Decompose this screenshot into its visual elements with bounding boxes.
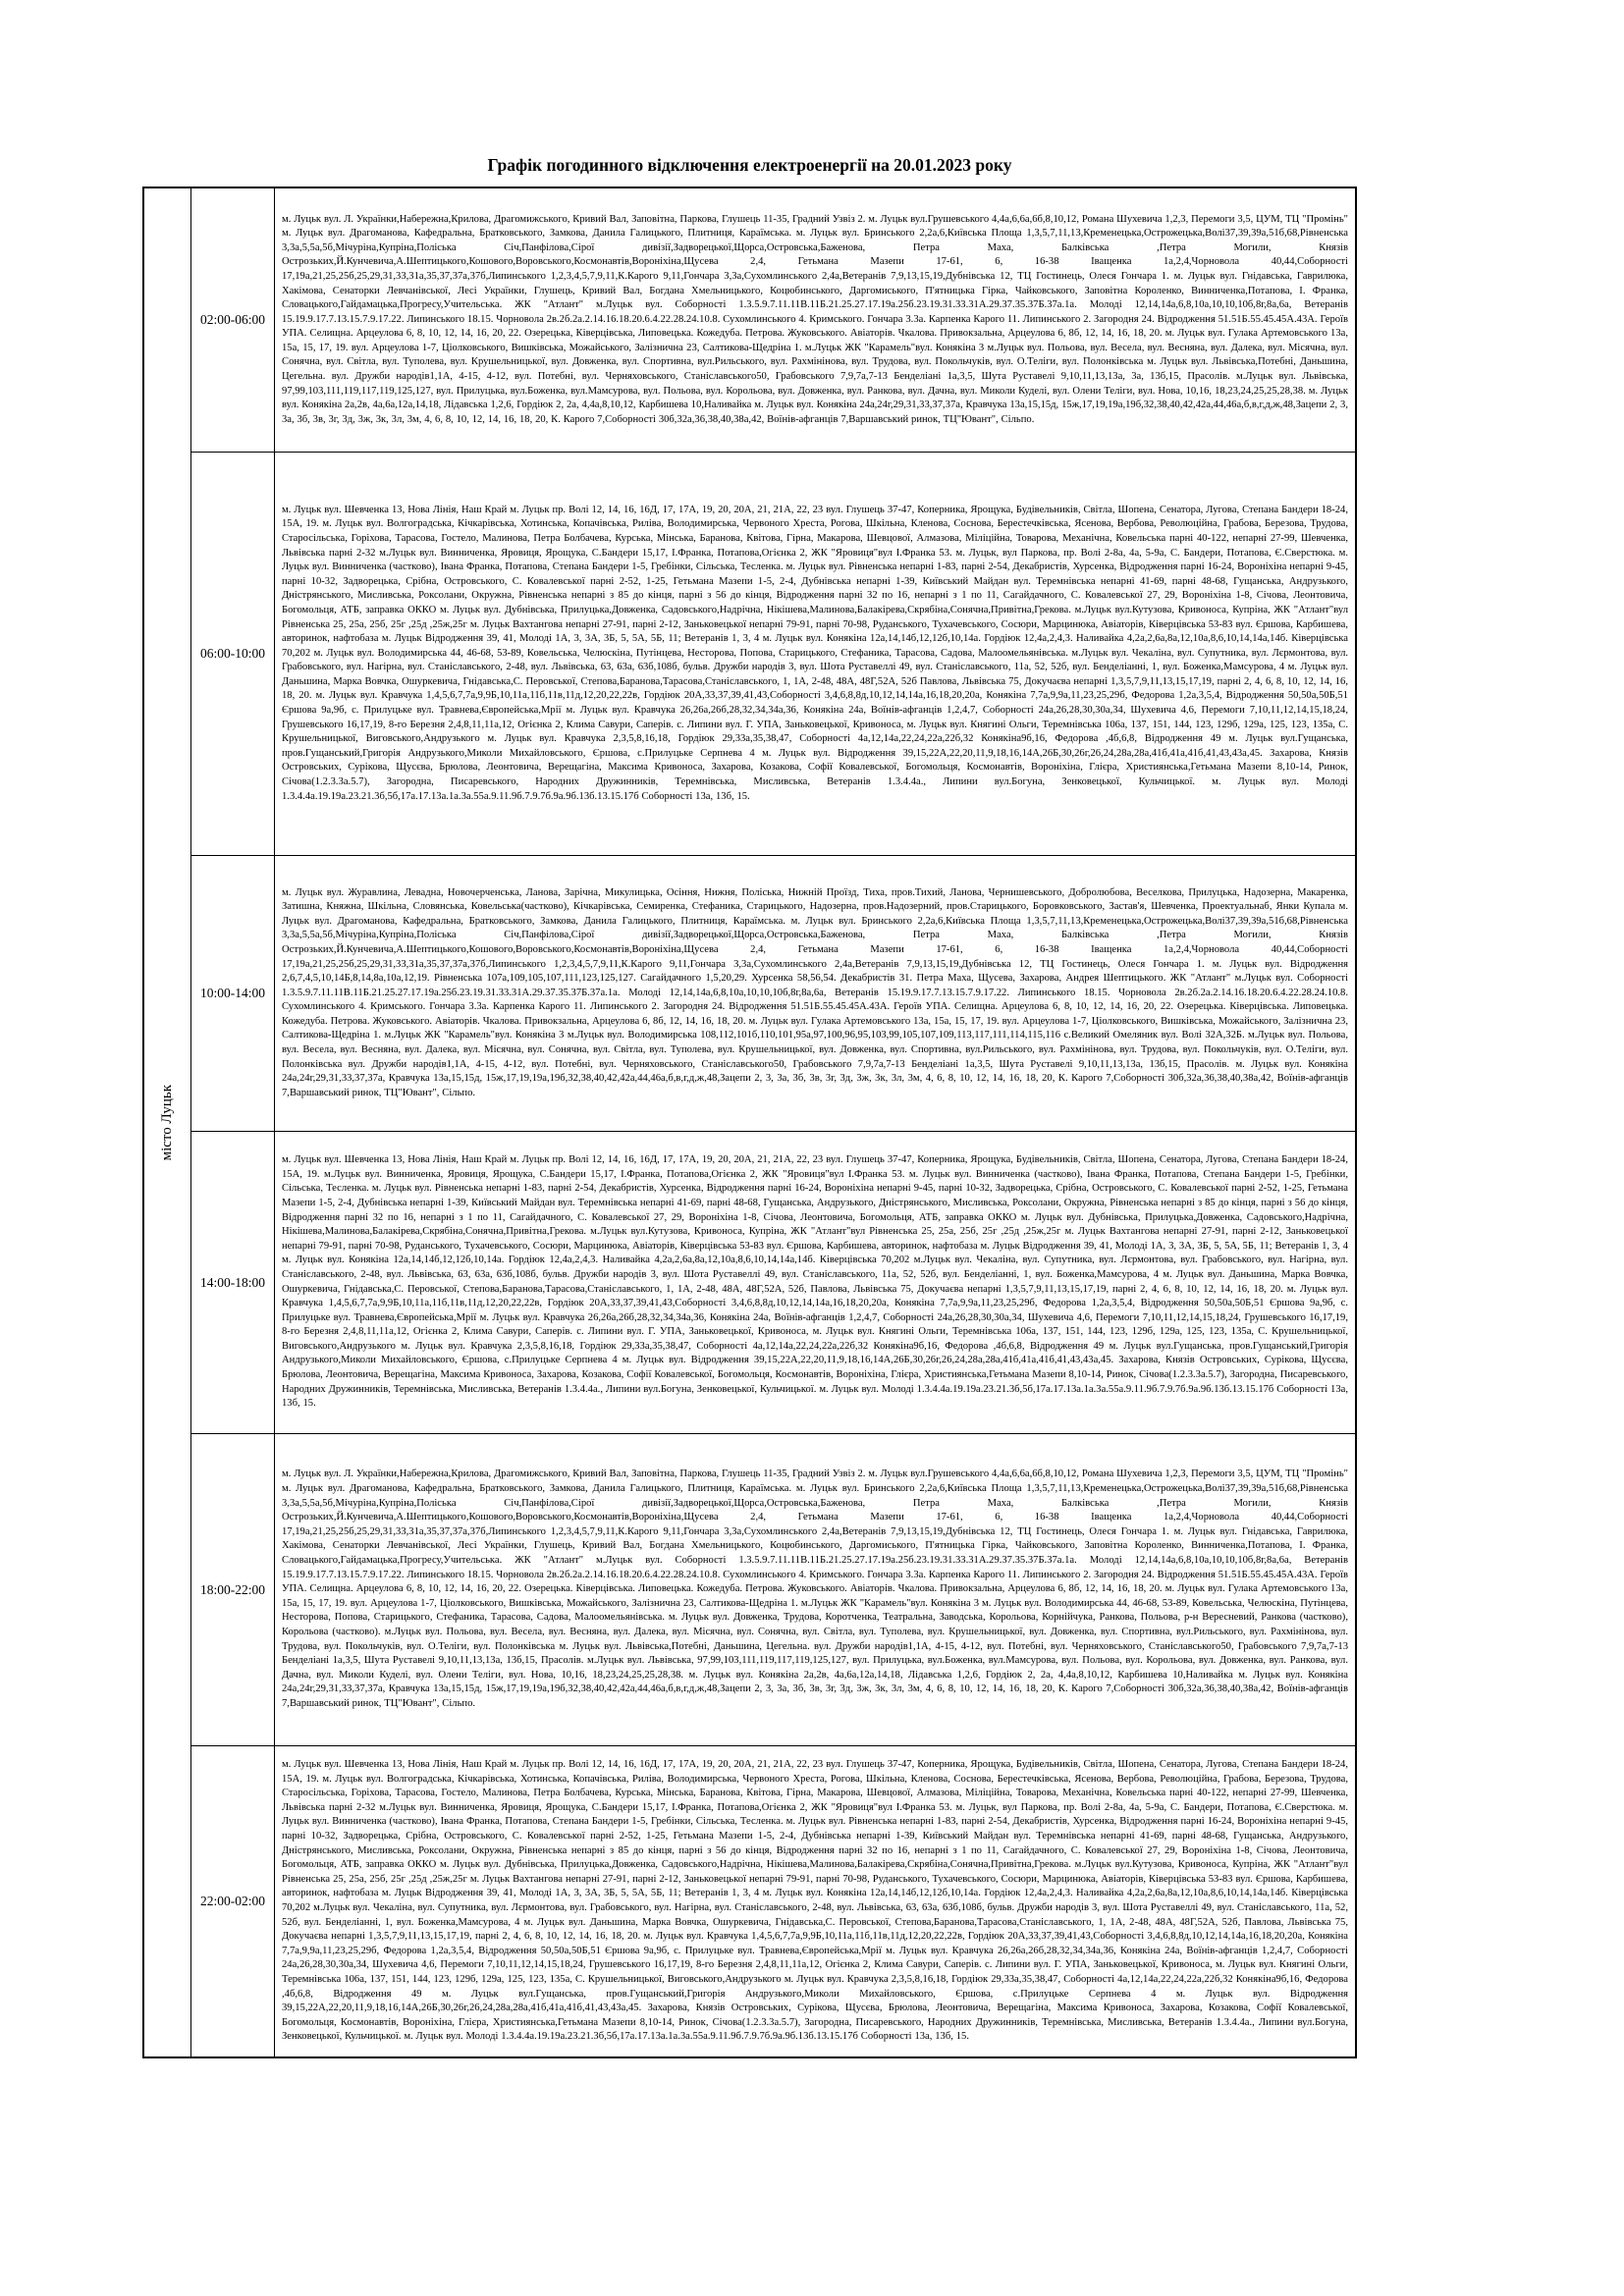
page-title: Графік погодинного відключення електроенергії на 20.01.2023 року: [487, 155, 1012, 175]
addresses-text: м. Луцьк вул. Журавлина, Левадна, Новочерченська, Ланова, Зарічна, Микулицька, Осіння, Нижня, Поліська, Нижній Проїзд, Тиха, пров.Тихий, Ланова, Чернишевського, Добролюбова, Веселкова, Прилуцька, Надозерна, Макаренка, Затишна, Княжна, Шкільна, Словянська, Ковельська(частково), Кічкарівська, Семиренка, Стефаника, Старицького, Надозерна, пров.Надозерний, пров.Старицького, Боровковського, Застав'я, Шевченка, Проектуальнаб, Янки Купала м. Луцьк вул. Драгоманова, Кафедральна, Братковського, Замкова, Данила Галицького, Плитниця, Караїмська. м. Луцьк вул. Бринського 2,2а,6,Київська Площа 1,3,5,7,11,13,Кременецька,Острожецька,Волі37,39,39а,51б,68,Рівненська 3,3а,5,5а,5б,Мічуріна,Купріна,Поліська Січ,Панфілова,Сірої дивізії,Задворецької,Щорса,Островська,Баженова, Петра Маха, Балківська ,Петра Могили, Князів Острозьких,Й.Кунчевича,А.Шептицького,Кошового,Воровського,Космонавтів,Вороніхіна,Щусева 2,4, Гетьмана Мазепи 17-61, 6, 16-38 Іващенка 1а,2,4,Чорновола 40,44,Соборності 17,19а,21,25,25б,25,29,31,33,31а,35,37,37а,37б,Липинського 1,2,3,4,5,7,9,11,К.Карого 9,11,Гончара 3,3а,Сухомлинського 2,4а,Ветеранів 7,9,13,15,19,Дубнівська 12, ТЦ Гостинець, Олеся Гончара 1. м. Луцьк вул. Відродження 2,6,7,4,5,10,14Б,8,14,8а,10а,12,19. Рівненська 107а,109,105,107,111,123,125,127. Сагайдачного 1,5,20,29. Хурсенка 58,56,54. Декабристів 31. Петра Маха, Щусева, Захарова, Андрея Шептицького. ЖК "Атлант" м.Луцьк вул. Соборності 1.3.5.9.7.11.11В.11Б.21.25.27.17.19а.25б.23.19.31.33.31А.29.37.35.37Б.37а.1а. Молоді 12,14,14а,6,8,10а,10,10,10б,8г,8а,6а, Ветеранів 15.19.9.17.7.13.15.7.9.17.22. Липинського 18.15. Чорновола 2в.2б.2а.2.14.16.18.20.6.4.22.28.24.10.8. Сухомлинського 4. Кримського. Гончара 3.3а. Карпенка Карого 11. Липинського 2. Загородня 24. Відродження 51.51Б.55.45.45А.43А. Героїв УПА. Селищна. Арцеулова 6, 8, 10, 12, 14, 16, 20, 22. Озерецька. Ківерцівська. Липовецька. Кожедуба. Петрова. Жуковського. Авіаторів. Чкалова. Привокзальна, Арцеулова 6, 8б, 12, 14, 16, 18, 20. м. Луцьк вул. Гулака Артемовського 13а, 15а, 15, 17, 19. вул. Арцеулова 1-7, Ціолковського, Вишківська, Можайського, Залізнична 23, Салтикова-Щедріна 1. м.Луцьк ЖК "Карамель"вул. Конякіна 3 м.Луцьк вул. Володимирська 108,112,101б,110,101,95а,97,100,96,95,103,99,105,107,109,113,117,111,114,115,116 с.Великий Омеляник вул. Волі 32А,32Б. м.Луцьк вул. Польова, вул. Весела, вул. Весняна, вул. Далека, вул. Місячна, вул. Сонячна, вул. Світла, вул. Туполева, вул. Крушельницької, вул. Довженка, вул. Спортивна, вул.Рильського, вул. Рахмінінова, вул. Трудова, вул. Покольчуків, вул. О.Теліги, вул. Полонківська вул. Дружби народів1,1А, 4-15, 4-12, вул. Потебні, вул. Черняховського, Станіславського50, Грабовського 7,9,7а,7-13 Бенделіані 1а,3,5, Шута Руставелі 9,10,11,13,13а, 13б,15, Прасолів. м. Луцьк вул. Конякіна 24а,24г,29,31,33,37,37а, Кравчука 13а,15,15д, 15ж,17,19,19а,19б,32,38,40,42,42а,44,46а,б,в,г,д,ж,48,Зацепи 2, 3, 3а, 3б, 3в, 3г, 3д, 3ж, 3к, 3л, 3м, 4, 6, 8, 10, 12, 14, 16, 18, 20, К. Карого 7,Соборності 30б,32а,36,38,40,38а,42, Воїнів-афганців 7,Варшавський ринок, ТЦ"Ювант", Сільпо.: [282, 886, 1348, 1098]
table-row: [275, 453, 1355, 856]
table-row: [275, 188, 1355, 453]
city-label: місто Луцьк: [159, 1084, 175, 1161]
table-row: [275, 1132, 1355, 1434]
time-slot-10-14: 10:00-14:00: [191, 856, 275, 1132]
table-row: [275, 1746, 1355, 2056]
city-column: [144, 188, 191, 2056]
time-slot-02-06: 02:00-06:00: [191, 188, 275, 453]
addresses-text: м. Луцьк вул. Л. Українки,Набережна,Крилова, Драгомижського, Кривий Вал, Заповітна, Паркова, Глушець 11-35, Градний Узвіз 2. м. Луцьк вул.Грушевського 4,4а,6,6а,6б,8,10,12, Романа Шухевича 1,2,3, Перемоги 3,5, ЦУМ, ТЦ "Промінь" м. Луцьк вул. Драгоманова, Кафедральна, Братковського, Замкова, Данила Галицького, Плитниця, Караїмська. м. Луцьк вул. Бринського 2,2а,6,Київська Площа 1,3,5,7,11,13,Кременецька,Острожецька,Волі37,39,39а,51б,68,Рівненська 3,3а,5,5а,5б,Мічуріна,Купріна,Поліська Січ,Панфілова,Сірої дивізії,Задворецької,Щорса,Островська,Баженова, Петра Маха, Балківська ,Петра Могили, Князів Острозьких,Й.Кунчевича,А.Шептицького,Кошового,Воровського,Космонавтів,Вороніхіна,Щусева 2,4, Гетьмана Мазепи 17-61, 6, 16-38 Іващенка 1а,2,4,Чорновола 40,44,Соборності 17,19а,21,25,25б,25,29,31,33,31а,35,37,37а,37б,Липинського 1,2,3,4,5,7,9,11,К.Карого 9,11,Гончара 3,3а,Сухомлинського 2,4а,Ветеранів 7,9,13,15,19,Дубнівська 12, ТЦ Гостинець, Олеся Гончара 1. м. Луцьк вул. Гнідавська, Гаврилюка, Хакімова, Сенаторки Левчанівської, Лесі Українки, Глушець, Кривий Вал, Богдана Хмельницького, Коцюбинського, Даргомиського, П'ятницька Гірка, Чайковського, Заповітна Короленко, Винниченка,Потапова, І. Франка, Словацького,Гайдамацька,Прогресу,Учительська. ЖК "Атлант" м.Луцьк вул. Соборності 1.3.5.9.7.11.11В.11Б.21.25.27.17.19а.25б.23.19.31.33.31А.29.37.35.37Б.37а.1а. Молоді 12,14,14а,6,8,10а,10,10,10б,8г,8а,6а, Ветеранів 15.19.9.17.7.13.15.7.9.17.22. Липинського 18.15. Чорновола 2в.2б.2а.2.14.16.18.20.6.4.22.28.24.10.8. Сухомлинського 4. Кримського. Гончара 3.3а. Карпенка Карого 11. Липинського 2. Загородня 24. Відродження 51.51Б.55.45.45А.43А. Героїв УПА. Селищна. Арцеулова 6, 8, 10, 12, 14, 16, 20, 22. Озерецька. Ківерцівська. Липовецька. Кожедуба. Петрова. Жуковського. Авіаторів. Чкалова. Привокзальна, Арцеулова 6, 8б, 12, 14, 16, 18, 20. м. Луцьк вул. Гулака Артемовського 13а, 15а, 15, 17, 19. вул. Арцеулова 1-7, Ціолковського, Вишківська, Можайського, Залізнична 23, Салтикова-Щедріна 1. м.Луцьк ЖК "Карамель"вул. Конякіна 3 м. Луцьк вул. Володимирська 44, 46-68, 53-89, Ковельська, Челюскіна, Путінцева, Несторова, Попова, Старицького, Стефаника, Тарасова, Садова, Малоомельянівська. м. Луцьк вул. Довженка, Трудова, Коротченка, Театральна, Заводська, Корольова, Корнійчука, Ранкова, Польова, р-н Вересневий, Ранкова (частково), Корольова (частково). м.Луцьк вул. Польова, вул. Весела, вул. Весняна, вул. Далека, вул. Місячна, вул. Сонячна, вул. Світла, вул. Туполева, вул. Крушельницької, вул. Довженка, вул. Спортивна, вул.Рильського, вул. Рахмінінова, вул. Трудова, вул. Покольчуків, вул. О.Теліги, вул. Полонківська м. Луцьк вул. Львівська,Потебні, Даньшина, Цегельна. вул. Дружби народів1,1А, 4-15, 4-12, вул. Потебні, вул. Черняховського, Станіславського50, Грабовського 7,9,7а,7-13 Бенделіані 1а,3,5, Шута Руставелі 9,10,11,13,13а, 13б,15, Прасолів. м.Луцьк вул. Львівська, 97,99,103,111,119,117,119,125,127, вул. Прилуцька, вул.Боженка, вул.Мамсурова, вул. Польова, вул. Корольова, вул. Довженка, вул. Ранкова, вул. Дачна, вул. Миколи Куделі, вул. Олени Теліги, вул. Нова, 10,16, 18,23,24,25,25,28,38. м. Луцьк вул. Конякіна 2а,2в, 4а,6а,12а,14,18, Лідавська 1,2,6, Гордіюк 2, 2а, 4,4а,8,10,12, Карбишева 10,Наливайка м. Луцьк вул. Конякіна 24а,24г,29,31,33,37,37а, Кравчука 13а,15,15д, 15ж,17,19,19а,19б,32,38,40,42,42а,44,46а,б,в,г,д,ж,48,Зацепи 2, 3, 3а, 3б, 3в, 3г, 3д, 3ж, 3к, 3л, 3м, 4, 6, 8, 10, 12, 14, 16, 18, 20, К. Карого 7,Соборності 30б,32а,36,38,40,38а,42, Воїнів-афганців 7,Варшавський ринок, ТЦ"Ювант", Сільпо.: [282, 1468, 1348, 1709]
addresses-text: м. Луцьк вул. Шевченка 13, Нова Лінія, Наш Край м. Луцьк пр. Волі 12, 14, 16, 16Д, 17, 17А, 19, 20, 20А, 21, 21А, 22, 23 вул. Глушець 37-47, Коперника, Ярощука, Будівельників, Світла, Шопена, Сенатора, Лугова, Степана Бандери 18-24, 15А, 19. м. Луцьк вул. Волгоградська, Кічкарівська, Хотинська, Копачівська, Риліва, Володимирська, Червоного Хреста, Рогова, Шкільна, Кленова, Соснова, Берестечківська, Ясенова, Вербова, Революційна, Грабова, Березова, Трудова, Старосільська, Горіхова, Тарасова, Гостело, Малинова, Петра Болбачева, Курська, Мінська, Баранова, Квітова, Гірна, Макарова, Шевцової, Алмазова, Міліційна, Товарова, Механічна, Ковельська парні 40-122, непарні 27-99, Шевченка, Львівська парні 2-32 м.Луцьк вул. Винниченка, Яровиця, Ярощука, С.Бандери 15,17, І.Франка, Потапова,Огієнка 2, ЖК "Яровиця"вул І.Франка 53. м. Луцьк, вул Паркова, пр. Волі 2-8а, 4а, 5-9а, С. Бандери, Потапова, Є.Сверстюка. м. Луцьк вул. Винниченка (частково), Івана Франка, Потапова, Степана Бандери 1-5, Гребінки, Сільська, Тесленка. м. Луцьк вул. Рівненська непарні 1-83, парні 2-54, Декабристів, Хурсенка, Відродження парні 16-24, Вороніхіна непарні 9-45, парні 10-32, Задворецька, Срібна, Островського, С. Ковалевської парні 2-52, 1-25, Гетьмана Мазепи 1-5, 2-4, Дубнівська непарні 1-39, Київський Майдан вул. Теремнівська непарні 41-69, парні 48-68, Гущанська, Андрузького, Дністрянського, Мисливська, Роксолани, Окружна, Рівненська непарні з 85 до кінця, парні з 56 до кінця, Відродження парні 32 по 16, непарні з 1 по 11, Сагайдачного, С. Ковалевської 27, 29, Вороніхіна 1-8, Січова, Леонтовича, Богомольця, АТБ, заправка ОККО м. Луцьк вул. Дубнівська, Прилуцька,Довженка, Садовського,Надрічна, Нікішева,Малинова,Балакірева,Скрябіна,Сонячна,Привітна,Грекова. м.Луцьк вул.Кутузова, Кривоноса, Купріна, ЖК "Атлант"вул Рівненська 25, 25а, 25б, 25г ,25д ,25ж,25г м. Луцьк Вахтангова непарні 27-91, парні 2-12, Заньковецької непарні 79-91, парні 70-98, Руданського, Тухачевського, Сосюри, Марцинюка, Авіаторів, Ківерцівська 53-83 вул. Єршова, Карбишева, авторинок, нафтобаза м. Луцьк Відродження 39, 41, Молоді 1А, 3, 3А, 3Б, 5, 5А, 5Б, 11; Ветеранів 1, 3, 4 м. Луцьк вул. Конякіна 12а,14,14б,12,12б,10,14а. Гордіюк 12,4а,2,4,3. Наливайка 4,2а,2,6а,8а,12,10а,8,6,10,14,14а,14б. Ківерцівська 70,202 м. Луцьк вул. Володимирська 44, 46-68, 53-89, Ковельська, Челюскіна, Путінцева, Несторова, Попова, Старицького, Стефаника, Тарасова, Садова, Малоомельянівська. м.Луцьк вул. Чекаліна, вул. Супутника, вул. Лєрмонтова, вул. Грабовського, вул. Нагірна, вул. Станіславського, 2-48, вул. Львівська, 63, 63а, 63б,108б, бульв. Дружби народів 3, вул. Шота Руставеллі 49, вул. Станіславського, 11а, 52, 52б, вул. Бенделіанні, 1, вул. Боженка,Мамсурова, 4 м. Луцьк вул. Даньшина, Марка Вовчка, Ошуркевича, Гнідавська,С. Перовської, Степова,Баранова,Тарасова,Станіславського, 1, 1А, 2-48, 48А, 48Г,52А, 52б Павлова, Львівська 75, Докучаєва непарні 1,3,5,7,9,11,13,15,17,19, парні 2, 4, 6, 8, 10, 12, 14, 16, 18, 20. м. Луцьк вул. Кравчука 1,4,5,6,7,7а,9,9Б,10,11а,11б,11в,11д,12,20,22,22в, Гордіюк 20А,33,37,39,41,43,Соборності 3,4,6,8,8д,10,12,14,14а,16,18,20,20а, Конякіна 7,7а,9,9а,11,23,25,29б, Федорова 1,2а,3,5,4, Відродження 50,50а,50Б,51 Єршова 9а,9б, с. Прилуцьке вул. Травнева,Європейська,Мрії м. Луцьк вул. Кравчука 26,26а,26б,28,32,34,34а,36, Конякіна 24а, Воїнів-афганців 1,2,4,7, Соборності 24а,26,28,30,30а,34, Шухевича 4,6, Перемоги 7,10,11,12,14,15,18,24, Грушевського 16,17,19, 8-го Березня 2,4,8,11,11а,12, Огієнка 2, Клима Савури, Саперів. с. Липини вул. Г. УПА, Заньковецької, Кривоноса, м. Луцьк вул. Княгині Ольги, Теремнівська 106а, 137, 151, 144, 123, 129б, 129а, 125, 123, 135а, С. Крушельницької, Виговського,Андрузького м. Луцьк вул. Кравчука 2,3,5,8,16,18, Гордіюк 29,33а,35,38,47, Соборності 4а,12,14а,22,24,22а,22б,32 Конякіна9б,16, Федорова ,4б,6,8, Відродження 49 м. Луцьк вул.Гущанська, пров.Гущанський,Григорія Андрузького,Миколи Михайловського, Єршова, с.Прилуцьке Серпнева 4 м. Луцьк вул. Відродження 39,15,22А,22,20,11,9,18,16,14А,26Б,30,26г,26,24,28а,28а,41б,41а,41б,41,43,43а,45. Захарова, Князів Островських, Сурікова, Щусєва, Брюлова, Леонтовича, Верещагіна, Максима Кривоноса, Захарова, Козакова, Софії Ковалевської, Богомольця, Космонавтів, Вороніхіна, Глієра, Християнська,Гетьмана Мазепи 8,10-14, Ринок, Січова(1.2.3.3а.5.7), Загородна, Писаревського, Народних Дружинників, Теремнівська, Мисливська, Ветеранів 1.3.4.4а., Липини вул.Богуна, Зенковецької, Кульчицької. м. Луцьк вул. Молоді 1.3.4.4а.19.19а.23.21.3б,5б,17а.17.13а.1а.3а.55а.9.11.9б.7.9.7б.9а.9б.13б.13.15.17б Соборності 13а, 13б, 15.: [282, 504, 1348, 802]
outage-schedule-table: [142, 187, 1357, 2058]
time-slot-06-10: 06:00-10:00: [191, 453, 275, 856]
table-row: [275, 1434, 1355, 1746]
table-row: [275, 856, 1355, 1132]
addresses-text: м. Луцьк вул. Шевченка 13, Нова Лінія, Наш Край м. Луцьк пр. Волі 12, 14, 16, 16Д, 17, 17А, 19, 20, 20А, 21, 21А, 22, 23 вул. Глушець 37-47, Коперника, Ярощука, Будівельників, Світла, Шопена, Сенатора, Лугова, Степана Бандери 18-24, 15А, 19. м. Луцьк вул. Волгоградська, Кічкарівська, Хотинська, Копачівська, Риліва, Володимирська, Червоного Хреста, Рогова, Шкільна, Кленова, Соснова, Берестечківська, Ясенова, Вербова, Революційна, Грабова, Березова, Трудова, Старосільська, Горіхова, Тарасова, Гостело, Малинова, Петра Болбачева, Курська, Мінська, Баранова, Квітова, Гірна, Макарова, Шевцової, Алмазова, Міліційна, Товарова, Механічна, Ковельська парні 40-122, непарні 27-99, Шевченка, Львівська парні 2-32 м.Луцьк вул. Винниченка, Яровиця, Ярощука, С.Бандери 15,17, І.Франка, Потапова,Огієнка 2, ЖК "Яровиця"вул І.Франка 53. м. Луцьк, вул Паркова, пр. Волі 2-8а, 4а, 5-9а, С. Бандери, Потапова, Є.Сверстюка. м. Луцьк вул. Винниченка (частково), Івана Франка, Потапова, Степана Бандери 1-5, Гребінки, Сільська, Тесленка. м. Луцьк вул. Рівненська непарні 1-83, парні 2-54, Декабристів, Хурсенка, Відродження парні 16-24, Вороніхіна непарні 9-45, парні 10-32, Задворецька, Срібна, Островського, С. Ковалевської парні 2-52, 1-25, Гетьмана Мазепи 1-5, 2-4, Дубнівська непарні 1-39, Київський Майдан вул. Теремнівська непарні 41-69, парні 48-68, Гущанська, Андрузького, Дністрянського, Мисливська, Роксолани, Окружна, Рівненська непарні з 85 до кінця, парні з 56 до кінця, Відродження парні 32 по 16, непарні з 1 по 11, Сагайдачного, С. Ковалевської 27, 29, Вороніхіна 1-8, Січова, Леонтовича, Богомольця, АТБ, заправка ОККО м. Луцьк вул. Дубнівська, Прилуцька,Довженка, Садовського,Надрічна, Нікішева,Малинова,Балакірева,Скрябіна,Сонячна,Привітна,Грекова. м.Луцьк вул.Кутузова, Кривоноса, Купріна, ЖК "Атлант"вул Рівненська 25, 25а, 25б, 25г ,25д ,25ж,25г м. Луцьк Вахтангова непарні 27-91, парні 2-12, Заньковецької непарні 79-91, парні 70-98, Руданського, Тухачевського, Сосюри, Марцинюка, Авіаторів, Ківерцівська 53-83 вул. Єршова, Карбишева, авторинок, нафтобаза м. Луцьк Відродження 39, 41, Молоді 1А, 3, 3А, 3Б, 5, 5А, 5Б, 11; Ветеранів 1, 3, 4 м. Луцьк вул. Конякіна 12а,14,14б,12,12б,10,14а. Гордіюк 12,4а,2,4,3. Наливайка 4,2а,2,6а,8а,12,10а,8,6,10,14,14а,14б. Ківерцівська 70,202 м.Луцьк вул. Чекаліна, вул. Супутника, вул. Лєрмонтова, вул. Грабовського, вул. Нагірна, вул. Станіславського, 2-48, вул. Львівська, 63, 63а, 63б,108б, бульв. Дружби народів 3, вул. Шота Руставеллі 49, вул. Станіславського, 11а, 52, 52б, вул. Бенделіанні, 1, вул. Боженка,Мамсурова, 4 м. Луцьк вул. Даньшина, Марка Вовчка, Ошуркевича, Гнідавська,С. Перовської, Степова,Баранова,Тарасова,Станіславського, 1, 1А, 2-48, 48А, 48Г,52А, 52б, Павлова, Львівська 75, Докучаєва непарні 1,3,5,7,9,11,13,15,17,19, парні 2, 4, 6, 8, 10, 12, 14, 16, 18, 20. м. Луцьк вул. Кравчука 1,4,5,6,7,7а,9,9Б,10,11а,11б,11в,11д,12,20,22,22в, Гордіюк 20А,33,37,39,41,43,Соборності 3,4,6,8,8д,10,12,14,14а,16,18,20,20а, Конякіна 7,7а,9,9а,11,23,25,29б, Федорова 1,2а,3,5,4, Відродження 50,50а,50Б,51 Єршова 9а,9б, с. Прилуцьке вул. Травнева,Європейська,Мрії м. Луцьк вул. Кравчука 26,26а,26б,28,32,34,34а,36, Конякіна 24а, Воїнів-афганців 1,2,4,7, Соборності 24а,26,28,30,30а,34, Шухевича 4,6, Перемоги 7,10,11,12,14,15,18,24, Грушевського 16,17,19, 8-го Березня 2,4,8,11,11а,12, Огієнка 2, Клима Савури, Саперів. с. Липини вул. Г. УПА, Заньковецької, Кривоноса, м. Луцьк вул. Княгині Ольги, Теремнівська 106а, 137, 151, 144, 123, 129б, 129а, 125, 123, 135а, С. Крушельницької, Виговського,Андрузького м. Луцьк вул. Кравчука 2,3,5,8,16,18, Гордіюк 29,33а,35,38,47, Соборності 4а,12,14а,22,24,22а,22б,32 Конякіна9б,16, Федорова ,4б,6,8, Відродження 49 м. Луцьк вул.Гущанська, пров.Гущанський,Григорія Андрузького,Миколи Михайловського, Єршова, с.Прилуцьке Серпнева 4 м. Луцьк вул. Відродження 39,15,22А,22,20,11,9,18,16,14А,26Б,30,26г,26,24,28а,28а,41б,41а,41б,41,43,43а,45. Захарова, Князів Островських, Сурікова, Щусєва, Брюлова, Леонтовича, Верещагіна, Максима Кривоноса, Захарова, Козакова, Софії Ковалевської, Богомольця, Космонавтів, Вороніхіна, Глієра, Християнська,Гетьмана Мазепи 8,10-14, Ринок, Січова(1.2.3.3а.5.7), Загородна, Писаревського, Народних Дружинників, Теремнівська, Мисливська, Ветеранів 1.3.4.4а., Липини вул.Богуна, Зенковецької, Кульчицької. м. Луцьк вул. Молоді 1.3.4.4а.19.19а.23.21.3б,5б,17а.17.13а.1а.3а.55а.9.11.9б.7.9.7б.9а.9б.13б.13.15.17б Соборності 13а, 13б, 15.: [282, 1759, 1348, 2043]
time-slot-18-22: 18:00-22:00: [191, 1434, 275, 1746]
time-slot-22-02: 22:00-02:00: [191, 1746, 275, 2056]
addresses-text: м. Луцьк вул. Шевченка 13, Нова Лінія, Наш Край м. Луцьк пр. Волі 12, 14, 16, 16Д, 17, 17А, 19, 20, 20А, 21, 21А, 22, 23 вул. Глушець 37-47, Коперника, Ярощука, Будівельників, Світла, Шопена, Сенатора, Лугова, Степана Бандери 18-24, 15А, 19. м.Луцьк вул. Винниченка, Яровиця, Ярощука, С.Бандери 15,17, І.Франка, Потапова,Огієнка 2, ЖК "Яровиця"вул І.Франка 53. м. Луцьк вул. Винниченка (частково), Івана Франка, Потапова, Степана Бандери 1-5, Гребінки, Сільська, Тесленка. м. Луцьк вул. Рівненська непарні 1-83, парні 2-54, Декабристів, Хурсенка, Відродження парні 16-24, Вороніхіна непарні 9-45, парні 10-32, Задворецька, Срібна, Островського, С. Ковалевської парні 2-52, 1-25, Гетьмана Мазепи 1-5, 2-4, Дубнівська непарні 1-39, Київський Майдан вул. Теремнівська непарні 41-69, парні 48-68, Гущанська, Андрузького, Дністрянського, Мисливська, Роксолани, Окружна, Рівненська непарні з 85 до кінця, парні з 56 до кінця, Відродження парні 32 по 16, непарні з 1 по 11, Сагайдачного, С. Ковалевської 27, 29, Вороніхіна 1-8, Січова, Леонтовича, Богомольця, АТБ, заправка ОККО м. Луцьк вул. Дубнівська, Прилуцька,Довженка, Садовського,Надрічна, Нікішева,Малинова,Балакірева,Скрябіна,Сонячна,Привітна,Грекова. м.Луцьк вул.Кутузова, Кривоноса, Купріна, ЖК "Атлант"вул Рівненська 25, 25а, 25б, 25г ,25д ,25ж,25г м. Луцьк Вахтангова непарні 27-91, парні 2-12, Заньковецької непарні 79-91, парні 70-98, Руданського, Тухачевського, Сосюри, Марцинюка, Авіаторів, Ківерцівська 53-83 вул. Єршова, Карбишева, авторинок, нафтобаза м. Луцьк Відродження 39, 41, Молоді 1А, 3, 3А, 3Б, 5, 5А, 5Б, 11; Ветеранів 1, 3, 4 м. Луцьк вул. Конякіна 12а,14,14б,12,12б,10,14а. Гордіюк 12,4а,2,4,3. Наливайка 4,2а,2,6а,8а,12,10а,8,6,10,14,14а,14б. Ківерцівська 70,202 м.Луцьк вул. Чекаліна, вул. Супутника, вул. Лєрмонтова, вул. Грабовського, вул. Нагірна, вул. Станіславського, 2-48, вул. Львівська, 63, 63а, 63б,108б, бульв. Дружби народів 3, вул. Шота Руставеллі 49, вул. Станіславського, 11а, 52, 52б, вул. Бенделіанні, 1, вул. Боженка,Мамсурова, 4 м. Луцьк вул. Даньшина, Марка Вовчка, Ошуркевича, Гнідавська,С. Перовської, Степова,Баранова,Тарасова,Станіславського, 1, 1А, 2-48, 48А, 48Г,52А, 52б, Павлова, Львівська 75, Докучаєва непарні 1,3,5,7,9,11,13,15,17,19, парні 2, 4, 6, 8, 10, 12, 14, 16, 18, 20. м. Луцьк вул. Кравчука 1,4,5,6,7,7а,9,9Б,10,11а,11б,11в,11д,12,20,22,22в, Гордіюк 20А,33,37,39,41,43,Соборності 3,4,6,8,8д,10,12,14,14а,16,18,20,20а, Конякіна 7,7а,9,9а,11,23,25,29б, Федорова 1,2а,3,5,4, Відродження 50,50а,50Б,51 Єршова 9а,9б, с. Прилуцьке вул. Травнева,Європейська,Мрії м. Луцьк вул. Кравчука 26,26а,26б,28,32,34,34а,36, Конякіна 24а, Воїнів-афганців 1,2,4,7, Соборності 24а,26,28,30,30а,34, Шухевича 4,6, Перемоги 7,10,11,12,14,15,18,24, Грушевського 16,17,19, 8-го Березня 2,4,8,11,11а,12, Огієнка 2, Клима Савури, Саперів. с. Липини вул. Г. УПА, Заньковецької, Кривоноса, м. Луцьк вул. Княгині Ольги, Теремнівська 106а, 137, 151, 144, 123, 129б, 129а, 125, 123, 135а, С. Крушельницької, Виговського,Андрузького м. Луцьк вул. Кравчука 2,3,5,8,16,18, Гордіюк 29,33а,35,38,47, Соборності 4а,12,14а,22,24,22а,22б,32 Конякіна9б,16, Федорова ,4б,6,8, Відродження 49 м. Луцьк вул.Гущанська, пров.Гущанський,Григорія Андрузького,Миколи Михайловського, Єршова, с.Прилуцьке Серпнева 4 м. Луцьк вул. Відродження 39,15,22А,22,20,11,9,18,16,14А,26Б,30,26г,26,24,28а,28а,41б,41а,41б,41,43,43а,45. Захарова, Князів Островських, Сурікова, Щусєва, Брюлова, Леонтовича, Верещагіна, Максима Кривоноса, Захарова, Козакова, Софії Ковалевської, Богомольця, Космонавтів, Вороніхіна, Глієра, Християнська,Гетьмана Мазепи 8,10-14, Ринок, Січова(1.2.3.3а.5.7), Загородна, Писаревського, Народних Дружинників, Теремнівська, Мисливська, Ветеранів 1.3.4.4а., Липини вул.Богуна, Зенковецької, Кульчицької. м. Луцьк вул. Молоді 1.3.4.4а.19.19а.23.21.3б,5б,17а.17.13а.1а.3а.55а.9.11.9б.7.9.7б.9а.9б.13б.13.15.17б Соборності 13а, 13б, 15.: [282, 1154, 1348, 1410]
addresses-text: м. Луцьк вул. Л. Українки,Набережна,Крилова, Драгомижського, Кривий Вал, Заповітна, Паркова, Глушець 11-35, Градний Узвіз 2. м. Луцьк вул.Грушевського 4,4а,6,6а,6б,8,10,12, Романа Шухевича 1,2,3, Перемоги 3,5, ЦУМ, ТЦ "Промінь" м. Луцьк вул. Драгоманова, Кафедральна, Братковського, Замкова, Данила Галицького, Плитниця, Караїмська. м. Луцьк вул. Бринського 2,2а,6,Київська Площа 1,3,5,7,11,13,Кременецька,Острожецька,Волі37,39,39а,51б,68,Рівненська 3,3а,5,5а,5б,Мічуріна,Купріна,Поліська Січ,Панфілова,Сірої дивізії,Задворецької,Щорса,Островська,Баженова, Петра Маха, Балківська ,Петра Могили, Князів Острозьких,Й.Кунчевича,А.Шептицького,Кошового,Воровського,Космонавтів,Вороніхіна,Щусева 2,4, Гетьмана Мазепи 17-61, 6, 16-38 Іващенка 1а,2,4,Чорновола 40,44,Соборності 17,19а,21,25,25б,25,29,31,33,31а,35,37,37а,37б,Липинського 1,2,3,4,5,7,9,11,К.Карого 9,11,Гончара 3,3а,Сухомлинського 2,4а,Ветеранів 7,9,13,15,19,Дубнівська 12, ТЦ Гостинець, Олеся Гончара 1. м. Луцьк вул. Гнідавська, Гаврилюка, Хакімова, Сенаторки Левчанівської, Лесі Українки, Глушець, Кривий Вал, Богдана Хмельницького, Коцюбинського, Даргомиського, П'ятницька Гірка, Чайковського, Заповітна Короленко, Винниченка,Потапова, І. Франка, Словацького,Гайдамацька,Прогресу,Учительська. ЖК "Атлант" м.Луцьк вул. Соборності 1.3.5.9.7.11.11В.11Б.21.25.27.17.19а.25б.23.19.31.33.31А.29.37.35.37Б.37а.1а. Молоді 12,14,14а,6,8,10а,10,10,10б,8г,8а,6а, Ветеранів 15.19.9.17.7.13.15.7.9.17.22. Липинського 18.15. Чорновола 2в.2б.2а.2.14.16.18.20.6.4.22.28.24.10.8. Сухомлинського 4. Кримського. Гончара 3.3а. Карпенка Карого 11. Липинського 2. Загородня 24. Відродження 51.51Б.55.45.45А.43А. Героїв УПА. Селищна. Арцеулова 6, 8, 10, 12, 14, 16, 20, 22. Озерецька, Ківерцівська, Липовецька. Кожедуба. Петрова. Жуковського. Авіаторів. Чкалова. Привокзальна, Арцеулова 6, 8б, 12, 14, 16, 18, 20. м. Луцьк вул. Гулака Артемовського 13а, 15а, 15, 17, 19. вул. Арцеулова 1-7, Ціолковського, Вишківська, Можайського, Залізнична 23, Салтикова-Щедріна 1. м.Луцьк ЖК "Карамель"вул. Конякіна 3 м.Луцьк вул. Польова, вул. Весела, вул. Весняна, вул. Далека, вул. Місячна, вул. Сонячна, вул. Світла, вул. Туполева, вул. Крушельницької, вул. Довженка, вул. Спортивна, вул.Рильського, вул. Рахмінінова, вул. Трудова, вул. Покольчуків, вул. О.Теліги, вул. Полонківська м. Луцьк вул. Львівська,Потебні, Даньшина, Цегельна. вул. Дружби народів1,1А, 4-15, 4-12, вул. Потебні, вул. Черняховського, Станіславського50, Грабовського 7,9,7а,7-13 Бенделіані 1а,3,5, Шута Руставелі 9,10,11,13,13а, 3а, 13б,15, Прасолів. м.Луцьк вул. Львівська, 97,99,103,111,119,117,119,125,127, вул. Прилуцька, вул.Боженка, вул.Мамсурова, вул. Польова, вул. Корольова, вул. Довженка, вул. Ранкова, вул. Дачна, вул. Миколи Куделі, вул. Олени Теліги, вул. Нова, 10,16, 18,23,24,25,25,28,38. м. Луцьк вул. Конякіна 2а,2в, 4а,6а,12а,14,18, Лідавська 1,2,6, Гордіюк 2, 2а, 4,4а,8,10,12, Карбишева 10,Наливайка м. Луцьк вул. Конякіна 24а,24г,29,31,33,37,37а, Кравчука 13а,15,15д, 15ж,17,19,19а,19б,32,38,40,42,42а,44,46а,б,в,г,д,ж,48,Зацепи 2, 3, 3а, 3б, 3в, 3г, 3д, 3ж, 3к, 3л, 3м, 4, 6, 8, 10, 12, 14, 16, 18, 20, К. Карого 7,Соборності 30б,32а,36,38,40,38а,42, Воїнів-афганців 7,Варшавський ринок, ТЦ"Ювант", Сільпо.: [282, 213, 1348, 425]
time-slot-14-18: 14:00-18:00: [191, 1132, 275, 1434]
